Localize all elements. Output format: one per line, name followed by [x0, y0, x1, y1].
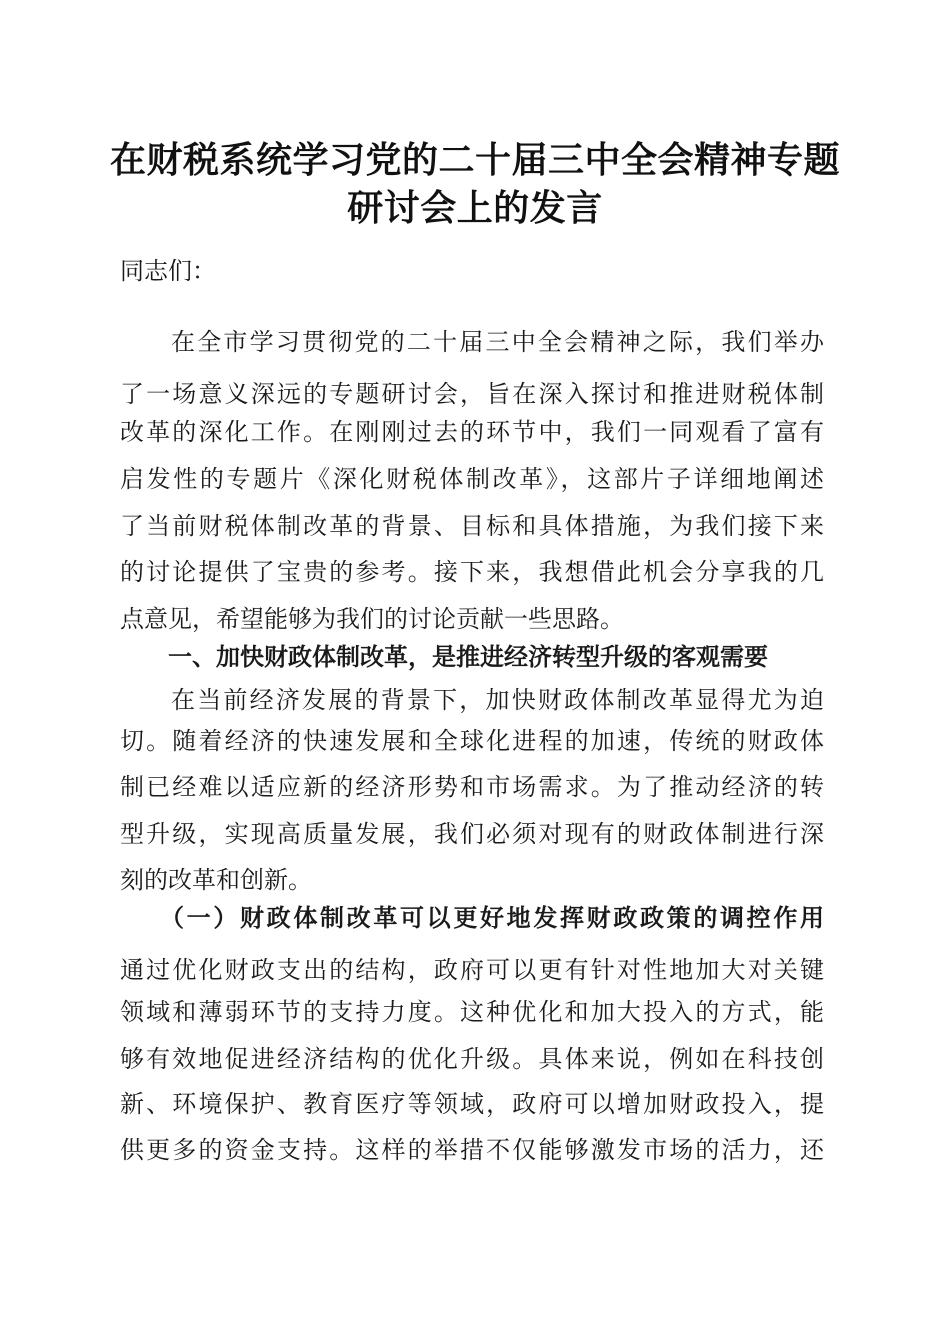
paragraph-line: 点意见，希望能够为我们的讨论贡献一些思路。 — [120, 605, 624, 633]
paragraph-line: 了当前财税体制改革的背景、目标和具体措施，为我们接下来 — [120, 512, 824, 540]
paragraph-line: 了一场意义深远的专题研讨会，旨在深入探讨和推进财税体制 — [120, 380, 824, 408]
paragraph-line: 够有效地促进经济结构的优化升级。具体来说，例如在科技创 — [120, 1045, 824, 1073]
paragraph-line: 切。随着经济的快速发展和全球化进程的加速，传统的财政体 — [120, 727, 824, 755]
paragraph-line: 的讨论提供了宝贵的参考。接下来，我想借此机会分享我的几 — [120, 558, 824, 586]
document-title-line-2: 研讨会上的发言 — [347, 187, 603, 229]
paragraph-line: 供更多的资金支持。这样的举措不仅能够激发市场的活力，还 — [120, 1136, 824, 1164]
paragraph-line: 改革的深化工作。在刚刚过去的环节中，我们一同观看了富有 — [120, 418, 824, 446]
document-title-line-1: 在财税系统学习党的二十届三中全会精神专题 — [109, 139, 840, 181]
paragraph-line: 新、环境保护、教育医疗等领域，政府可以增加财政投入，提 — [120, 1090, 824, 1118]
paragraph-line: 制已经难以适应新的经济形势和市场需求。为了推动经济的转 — [120, 773, 824, 801]
paragraph-line: 在全市学习贯彻党的二十届三中全会精神之际，我们举办 — [171, 328, 824, 356]
subsection-heading: （一）财政体制改革可以更好地发挥财政政策的调控作用 — [160, 903, 824, 932]
paragraph-line: 领域和薄弱环节的支持力度。这种优化和加大投入的方式，能 — [120, 998, 824, 1026]
section-heading: 一、加快财政体制改革，是推进经济转型升级的客观需要 — [168, 643, 768, 671]
paragraph-line: 刻的改革和创新。 — [120, 866, 312, 894]
paragraph-line: 在当前经济发展的背景下，加快财政体制改革显得尤为迫 — [171, 686, 824, 714]
paragraph-line: 启发性的专题片《深化财税体制改革》，这部片子详细地阐述 — [120, 465, 824, 493]
paragraph-line: 型升级，实现高质量发展，我们必须对现有的财政体制进行深 — [120, 820, 824, 848]
salutation: 同志们： — [120, 257, 216, 285]
paragraph-line: 通过优化财政支出的结构，政府可以更有针对性地加大对关键 — [120, 956, 824, 984]
